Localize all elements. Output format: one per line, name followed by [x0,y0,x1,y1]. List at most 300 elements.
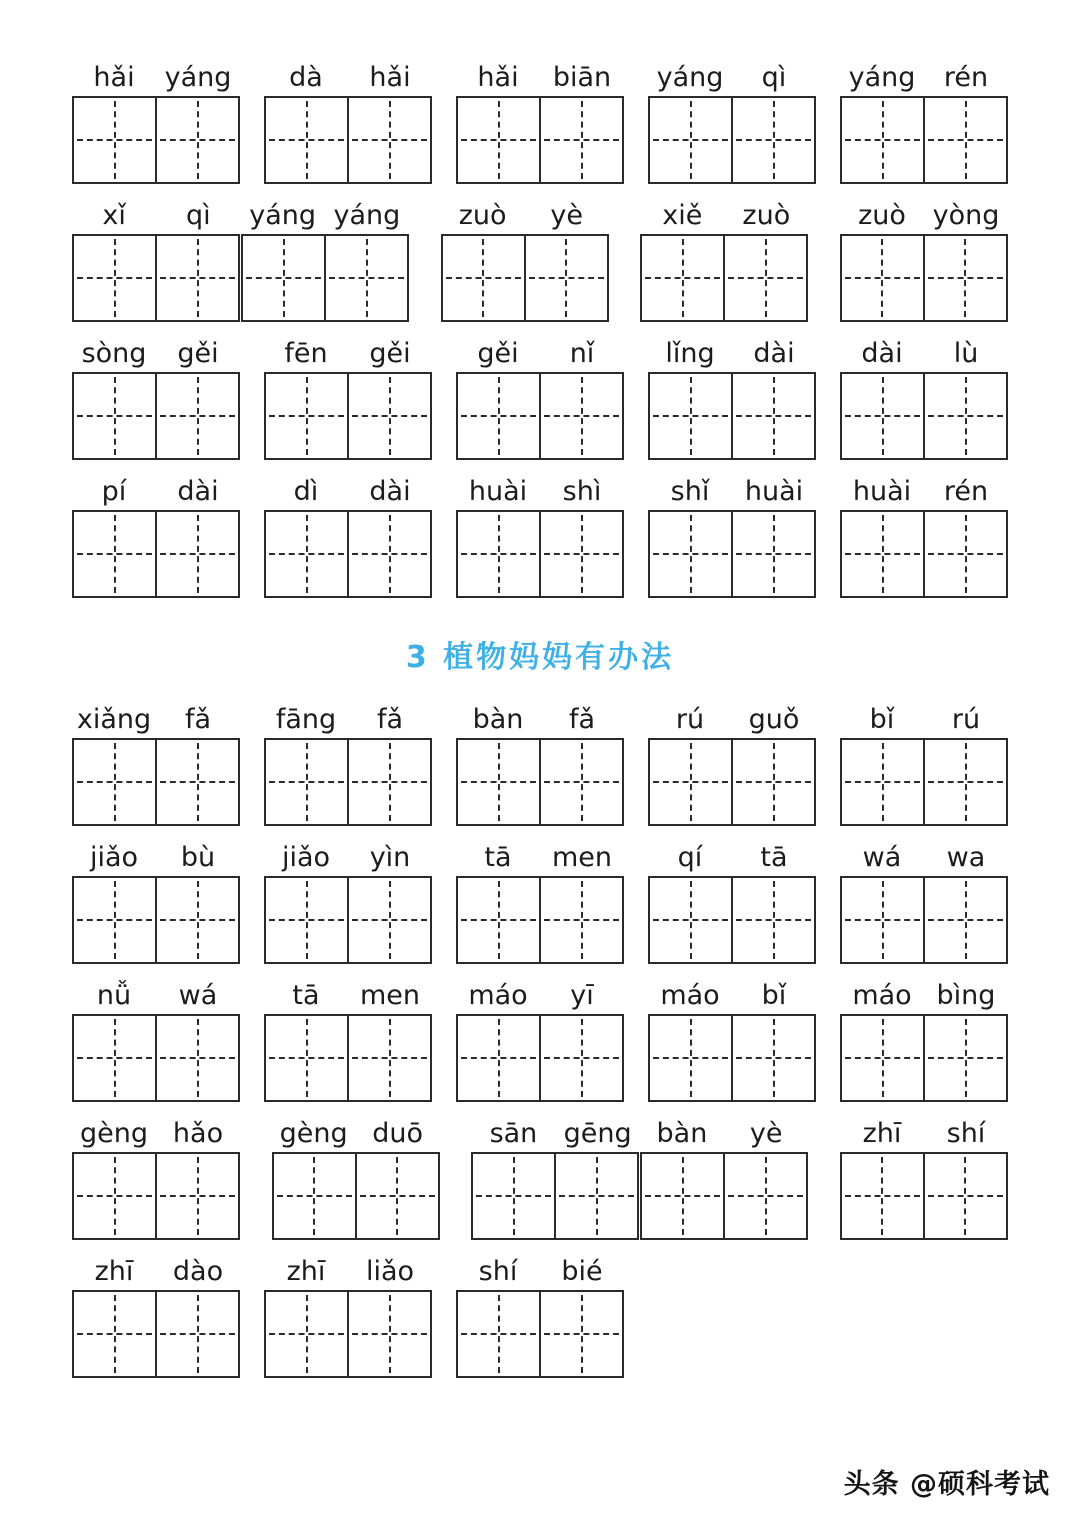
tianzige-cell [539,98,622,182]
tianzige-cell [155,1292,238,1376]
pinyin-syllable: shí [478,1256,518,1287]
tianzige-cell [923,512,1006,596]
word-group [640,190,808,322]
word-group [456,466,624,598]
tianzige-cell [650,1016,731,1100]
pinyin-labels [640,190,808,234]
writing-boxes [441,234,609,322]
pinyin-syllable: qì [761,62,787,93]
word-group [840,52,1008,184]
pinyin-labels [72,832,240,876]
tianzige-cell [266,740,347,824]
pinyin-syllable: hǎo [172,1118,224,1149]
writing-boxes [840,1152,1008,1240]
writing-box [456,372,624,460]
pinyin-syllable: rén [943,62,989,93]
pinyin-labels [456,466,624,510]
tianzige-cell [458,1016,539,1100]
pinyin-labels [72,190,409,234]
writing-box [72,876,240,964]
writing-boxes [264,510,432,598]
tianzige-cell [266,878,347,962]
word-row [72,328,1008,460]
tianzige-cell [731,1016,814,1100]
pinyin-syllable: sān [489,1118,538,1149]
writing-boxes [648,372,816,460]
tianzige-cell [458,878,539,962]
tianzige-cell [539,512,622,596]
tianzige-cell [458,98,539,182]
tianzige-cell [842,374,923,458]
tianzige-cell [155,878,238,962]
pinyin-syllable: rén [943,476,989,507]
tianzige-cell [842,740,923,824]
pinyin-syllable: duō [372,1118,424,1149]
pinyin-syllable: bàn [472,704,524,735]
pinyin-syllable: hǎi [477,62,519,93]
pinyin-labels [840,466,1008,510]
writing-boxes [648,1014,816,1102]
writing-box [456,96,624,184]
pinyin-labels [840,970,1008,1014]
pinyin-syllable: fǎ [568,704,596,735]
word-group [648,466,816,598]
pinyin-labels [456,328,624,372]
word-group [72,52,240,184]
writing-boxes [840,1014,1008,1102]
pinyin-labels [264,694,432,738]
tianzige-cell [347,878,430,962]
pinyin-syllable: gèng [79,1118,148,1149]
word-row [72,1246,1008,1378]
tianzige-cell [458,740,539,824]
tianzige-cell [458,374,539,458]
pinyin-labels [72,466,240,510]
writing-boxes [72,738,240,826]
pinyin-syllable: zhī [862,1118,902,1149]
tianzige-cell [539,1292,622,1376]
pinyin-labels [840,694,1008,738]
writing-box [72,234,240,322]
word-group [264,52,432,184]
tianzige-cell [74,236,155,320]
writing-boxes [264,738,432,826]
writing-boxes [72,1152,240,1240]
tianzige-cell [266,98,347,182]
pinyin-syllable: hǎi [369,62,411,93]
writing-box [471,1152,639,1240]
writing-box [840,510,1008,598]
word-group [72,694,240,826]
tianzige-cell [923,878,1006,962]
pinyin-labels [648,832,816,876]
writing-boxes [648,96,816,184]
pinyin-labels [72,694,240,738]
word-group [456,1246,624,1378]
pinyin-labels [648,52,816,96]
pinyin-labels [456,1246,624,1290]
pinyin-syllable: yè [550,200,583,231]
pinyin-labels [648,970,816,1014]
pinyin-labels [264,328,432,372]
writing-boxes [72,96,240,184]
pinyin-syllable: yáng [249,200,317,231]
word-group [471,1108,808,1240]
watermark: 头条 @硕科考试 [843,1469,1050,1500]
word-group [264,466,432,598]
writing-box [456,1290,624,1378]
writing-box [648,738,816,826]
pinyin-labels [456,694,624,738]
pinyin-syllable: dài [369,476,411,507]
pinyin-labels [648,328,816,372]
word-group [72,190,409,322]
pinyin-labels [264,1246,432,1290]
pinyin-labels [72,1108,240,1152]
tianzige-cell [324,236,407,320]
writing-box [840,1014,1008,1102]
pinyin-labels [648,694,816,738]
tianzige-cell [155,740,238,824]
writing-boxes [648,510,816,598]
word-group [441,190,609,322]
word-group [264,970,432,1102]
pinyin-labels [840,1108,1008,1152]
pinyin-syllable: shǐ [670,476,710,507]
tianzige-cell [347,98,430,182]
pinyin-syllable: bǐ [761,980,787,1011]
tianzige-cell [539,740,622,824]
tianzige-cell [539,374,622,458]
writing-boxes [264,1290,432,1378]
pinyin-syllable: zuò [742,200,791,231]
pinyin-syllable: dì [293,476,319,507]
writing-boxes [72,510,240,598]
pinyin-syllable: dài [861,338,903,369]
writing-boxes [72,876,240,964]
writing-box [840,876,1008,964]
tianzige-cell [74,740,155,824]
writing-boxes [456,372,624,460]
tianzige-cell [650,740,731,824]
tianzige-cell [923,1154,1006,1238]
word-row [72,52,1008,184]
word-group [840,970,1008,1102]
pinyin-syllable: dào [172,1256,224,1287]
tianzige-cell [539,1016,622,1100]
pinyin-labels [456,970,624,1014]
word-group [456,694,624,826]
writing-boxes [471,1152,808,1240]
pinyin-labels [840,328,1008,372]
word-group [648,328,816,460]
writing-box [648,876,816,964]
pinyin-labels [441,190,609,234]
tianzige-cell [155,1154,238,1238]
tianzige-cell [155,236,238,320]
tianzige-cell [155,98,238,182]
pinyin-syllable: gèng [279,1118,348,1149]
pinyin-syllable: gěi [369,338,411,369]
pinyin-syllable: sòng [81,338,147,369]
pinyin-syllable: shì [562,476,602,507]
writing-box [264,1014,432,1102]
writing-boxes [648,876,816,964]
writing-box [456,1014,624,1102]
pinyin-syllable: men [359,980,421,1011]
writing-box [840,372,1008,460]
pinyin-labels [471,1108,808,1152]
pinyin-syllable: rú [951,704,981,735]
word-group [272,1108,440,1240]
writing-boxes [456,738,624,826]
pinyin-syllable: máo [468,980,528,1011]
writing-box [264,96,432,184]
tianzige-cell [723,236,806,320]
tianzige-cell [458,512,539,596]
writing-box [72,738,240,826]
word-group [840,694,1008,826]
tianzige-cell [347,740,430,824]
writing-box [72,510,240,598]
tianzige-cell [74,1154,155,1238]
pinyin-syllable: nǚ [96,980,132,1011]
section-title: 3 植物妈妈有办法 [405,640,675,675]
pinyin-labels [264,466,432,510]
pinyin-syllable: dài [753,338,795,369]
tianzige-cell [524,236,607,320]
pinyin-labels [456,832,624,876]
pinyin-syllable: nǐ [569,338,595,369]
pinyin-syllable: biān [552,62,612,93]
word-row [72,190,1008,322]
pinyin-syllable: tā [292,980,320,1011]
tianzige-cell [650,512,731,596]
pinyin-syllable: hǎi [93,62,135,93]
writing-boxes [264,1014,432,1102]
writing-box [640,234,808,322]
tianzige-cell [155,1016,238,1100]
tianzige-cell [923,236,1006,320]
pinyin-syllable: gěi [177,338,219,369]
tianzige-cell [923,740,1006,824]
writing-box [264,1290,432,1378]
pinyin-syllable: bù [180,842,216,873]
pinyin-syllable: zuò [858,200,906,231]
pinyin-syllable: wá [178,980,218,1011]
tianzige-cell [642,1154,723,1238]
pinyin-syllable: jiǎo [281,842,331,873]
tianzige-cell [266,374,347,458]
pinyin-syllable: lǐng [665,338,715,369]
tianzige-cell [274,1154,355,1238]
writing-box [241,234,409,322]
writing-boxes [264,876,432,964]
pinyin-labels [456,52,624,96]
tianzige-cell [842,1154,923,1238]
pinyin-syllable: dài [177,476,219,507]
writing-box [648,1014,816,1102]
pinyin-labels [272,1108,440,1152]
tianzige-cell [650,878,731,962]
writing-boxes [456,1290,624,1378]
writing-box [264,738,432,826]
tianzige-cell [74,374,155,458]
tianzige-cell [539,878,622,962]
pinyin-labels [648,466,816,510]
pinyin-syllable: fēn [284,338,328,369]
pinyin-labels [840,832,1008,876]
word-group [72,328,240,460]
tianzige-cell [650,374,731,458]
word-row [72,832,1008,964]
writing-boxes [840,738,1008,826]
writing-boxes [72,1290,240,1378]
writing-boxes [456,510,624,598]
word-group [72,970,240,1102]
tianzige-cell [74,98,155,182]
pinyin-syllable: huài [468,476,528,507]
writing-box [840,1152,1008,1240]
pinyin-syllable: lù [953,338,979,369]
pinyin-labels [72,970,240,1014]
writing-box [72,1014,240,1102]
tianzige-cell [74,1016,155,1100]
word-group [264,832,432,964]
writing-boxes [840,510,1008,598]
word-group [840,466,1008,598]
tianzige-cell [923,374,1006,458]
writing-boxes [456,876,624,964]
tianzige-cell [650,98,731,182]
tianzige-cell [923,98,1006,182]
word-group [72,832,240,964]
word-group [840,190,1008,322]
word-row [72,694,1008,826]
pinyin-syllable: zhī [94,1256,134,1287]
pinyin-syllable: yī [570,980,594,1011]
pinyin-syllable: máo [660,980,720,1011]
writing-box [441,234,609,322]
tianzige-cell [443,236,524,320]
tianzige-cell [842,98,923,182]
word-group [840,832,1008,964]
writing-boxes [456,96,624,184]
tianzige-cell [458,1292,539,1376]
writing-box [840,234,1008,322]
writing-box [648,510,816,598]
writing-box [456,738,624,826]
tianzige-cell [155,374,238,458]
writing-boxes [648,738,816,826]
pinyin-syllable: fǎ [184,704,212,735]
pinyin-syllable: shí [946,1118,986,1149]
pinyin-syllable: wá [862,842,902,873]
pinyin-syllable: huài [852,476,912,507]
tianzige-cell [355,1154,438,1238]
word-group [72,1108,240,1240]
writing-box [72,1152,240,1240]
pinyin-syllable: gēng [563,1118,632,1149]
pinyin-syllable: jiǎo [89,842,139,873]
pinyin-labels [264,970,432,1014]
tianzige-cell [923,1016,1006,1100]
writing-boxes [264,372,432,460]
pinyin-syllable: yìn [369,842,411,873]
tianzige-cell [347,374,430,458]
pinyin-syllable: gěi [477,338,519,369]
tianzige-cell [842,878,923,962]
writing-boxes [840,96,1008,184]
pinyin-syllable: bié [561,1256,603,1287]
tianzige-cell [74,1292,155,1376]
pinyin-syllable: fāng [275,704,337,735]
pinyin-syllable: qí [677,842,703,873]
writing-boxes [72,1014,240,1102]
pinyin-syllable: xiǎng [76,704,152,735]
pinyin-syllable: yòng [932,200,1000,231]
tianzige-cell [243,236,324,320]
tianzige-cell [731,374,814,458]
word-group [648,970,816,1102]
writing-boxes [640,234,808,322]
pinyin-syllable: guǒ [748,704,800,735]
word-group [840,328,1008,460]
writing-box [264,372,432,460]
word-group [840,1108,1008,1240]
tianzige-cell [731,98,814,182]
pinyin-syllable: dà [289,62,323,93]
pinyin-syllable: yáng [848,62,916,93]
pinyin-labels [72,328,240,372]
tianzige-cell [347,1292,430,1376]
pinyin-syllable: xiě [662,200,703,231]
tianzige-cell [74,512,155,596]
word-group [648,52,816,184]
tianzige-cell [842,512,923,596]
word-row [72,1108,1008,1240]
pinyin-syllable: yáng [656,62,724,93]
tianzige-cell [347,512,430,596]
pinyin-labels [264,52,432,96]
pinyin-labels [72,52,240,96]
pinyin-syllable: bǐ [869,704,895,735]
writing-box [72,372,240,460]
writing-box [72,1290,240,1378]
tianzige-cell [266,1016,347,1100]
writing-box [648,96,816,184]
tianzige-cell [155,512,238,596]
pinyin-labels [72,1246,240,1290]
word-row [72,466,1008,598]
pinyin-syllable: zuò [458,200,507,231]
word-group [72,1246,240,1378]
pinyin-syllable: máo [852,980,912,1011]
pinyin-syllable: zhī [286,1256,326,1287]
pinyin-labels [264,832,432,876]
tianzige-cell [731,740,814,824]
pinyin-syllable: fǎ [376,704,404,735]
word-group [264,694,432,826]
tianzige-cell [473,1154,554,1238]
writing-box [840,96,1008,184]
pinyin-syllable: tā [484,842,512,873]
writing-box [648,372,816,460]
word-group [264,328,432,460]
pinyin-syllable: rú [675,704,705,735]
writing-boxes [264,96,432,184]
pinyin-syllable: bìng [936,980,996,1011]
